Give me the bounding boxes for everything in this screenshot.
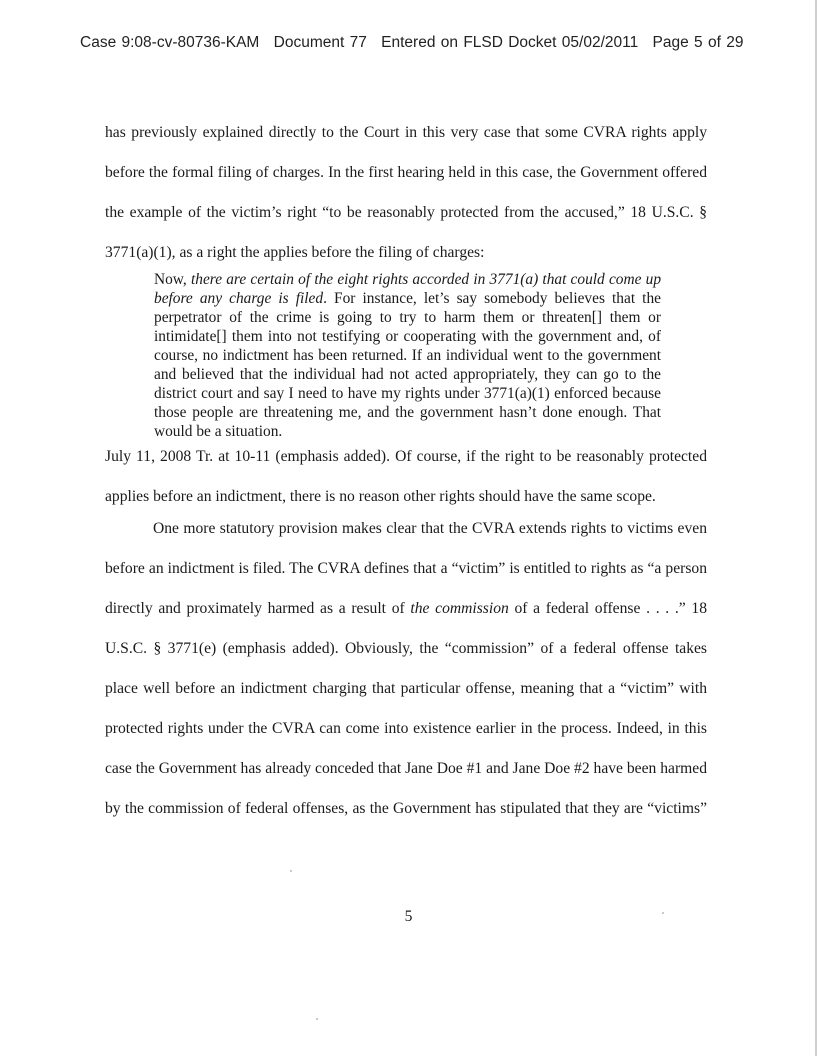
body-line: place well before an indictment charging that particular offense, meaning that a “victim” with (105, 680, 707, 697)
body-line (105, 600, 707, 618)
body-line: before the formal filing of charges. In the first hearing held in this case, the Government offered (105, 164, 707, 181)
quote-emphasis: before any charge is filed (154, 290, 324, 307)
quote-text: Now, (154, 271, 191, 288)
scan-speck (290, 870, 292, 872)
body-line: applies before an indictment, there is no reason other rights should have the same scope. (105, 488, 656, 505)
docket-entry: Entered on FLSD Docket 05/02/2011 (381, 34, 639, 51)
body-line: has previously explained directly to the Court in this very case that some CVRA rights apply (105, 124, 707, 141)
body-text: directly and proximately harmed as a result of (105, 600, 411, 617)
body-line: by the commission of federal offenses, as the Government has stipulated that they are “victims” (105, 800, 707, 817)
quote-line: perpetrator of the crime is going to try to harm them or threaten[] them or (154, 309, 661, 326)
body-line: 3771(a)(1), as a right the applies before the filing of charges: (105, 244, 485, 261)
body-line: the example of the victim’s right “to be reasonably protected from the accused,” 18 U.S.C. § (105, 204, 707, 221)
quote-line (154, 271, 661, 289)
scan-speck (316, 1018, 318, 1020)
scan-speck (662, 912, 664, 914)
body-emphasis: the commission (410, 600, 509, 617)
body-line: before an indictment is filed. The CVRA defines that a “victim” is entitled to rights as “a person (105, 560, 707, 577)
page-count: Page 5 of 29 (652, 34, 744, 51)
body-line: U.S.C. § 3771(e) (emphasis added). Obviously, the “commission” of a federal offense takes (105, 640, 707, 657)
quote-line: course, no indictment has been returned. If an individual went to the government (154, 347, 661, 364)
case-number: Case 9:08-cv-80736-KAM (80, 34, 260, 51)
body-line: protected rights under the CVRA can come into existence earlier in the process. Indeed, in this (105, 720, 707, 737)
page-number: 5 (404, 908, 413, 925)
quote-line: those people are threatening me, and the government hasn’t done enough. That (154, 404, 661, 421)
quote-line: district court and say I need to have my rights under 3771(a)(1) enforced because (154, 385, 661, 402)
quote-emphasis: there are certain of the eight rights accorded in 3771(a) that could come up (190, 271, 662, 288)
body-line: July 11, 2008 Tr. at 10-11 (emphasis added). Of course, if the right to be reasonably protected (105, 448, 707, 465)
body-line: One more statutory provision makes clear that the CVRA extends rights to victims even (153, 520, 707, 537)
quote-line: would be a situation. (154, 423, 283, 440)
body-text: of a federal offense . . . .” 18 (508, 600, 708, 617)
docket-header (80, 34, 780, 52)
quote-line: and believed that the individual had not acted appropriately, they can go to the (154, 366, 661, 383)
quote-line (154, 290, 661, 308)
quote-text: . For instance, let’s say somebody believes that the (323, 290, 661, 307)
document-number: Document 77 (273, 34, 367, 51)
body-line: case the Government has already conceded that Jane Doe #1 and Jane Doe #2 have been harmed (105, 760, 707, 777)
quote-line: intimidate[] them into not testifying or cooperating with the government and, of (154, 328, 661, 345)
